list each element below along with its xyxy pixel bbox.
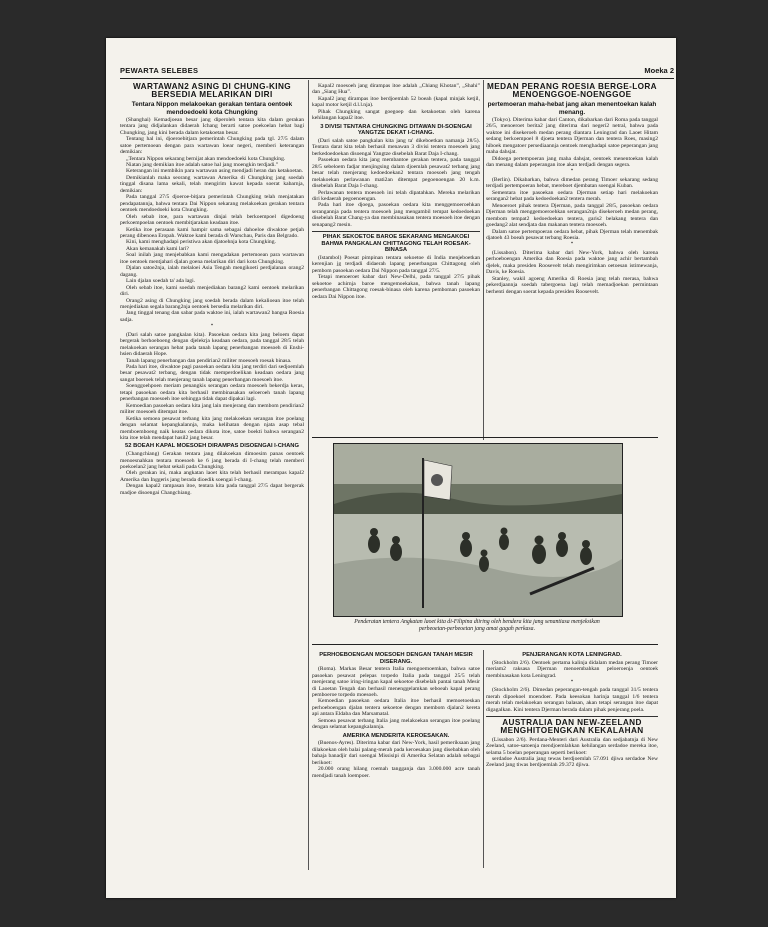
paragraph: serdadoe Australia jang tewas berdjoemlah 57.091 djiwa serdadoe New Zeeland jang tiwas berdjoemlah 29.372 djiwa. [486,755,658,769]
page-header [120,66,674,79]
paragraph: Tentang hal ini, djoeroebitjara pemerintah Chungking pada tgl. 27/5 dalam satoe pertemoean dengan para wartawan loear negeri, memberi keterangan demikian: [120,136,304,156]
article-column-1 [120,83,304,868]
paragraph: (Istambol) Poesat pimpinan tentara sekoetoe di India menjeboetkan kerenjian jg terdjadi didaerah lapang penerbangan Chittagong oleh pembom pasoekan oedara Dai Nippon pada tanggal 27/5. [312,255,480,274]
paragraph: (Roma). Markas Besar tentera Italia mengoemoemkan, bahwa satoe pasoekan pesawat pelepas torpedo Italia pada tanggal 25/5 telah menjerang satoe iring-iringan kapal sekoetoe disebelah pantai tanah Mesir di Laoetan Tengah dan berhasil menenggelamkan seboeah kapal perang pemboeroe torpedo moesoeh. [312,666,480,698]
paragraph: (Lissabon). Diterima kabar dari New-York, bahwa oleh karena perhoeboengan Amerika dan Roesia pada waktoe jang achir bertambah djelek, maka presiden Roosevelt telah mengirimkan oetoesan istimewanja, Davis, ke Roesia. [486,249,658,276]
article-lower-column-2 [312,650,480,865]
paragraph: (Changchiang) Gerakan tentara jang dilakoekan dimoesim panas oentoek menoesnahkan tentara moesoeh ke 6 jang berada di I-chang telah memberi poekoelan2 jang hebat sekali pada Chungking. [120,451,304,470]
paragraph: Kini, kami menghadapi peristiwa akan djatoehnja kota Chungking. [126,239,276,246]
paragraph: Lain djalan soedah ta' ada lagi. [126,278,196,285]
paragraph: Pada hari itoe, diwaktoe pagi pasoekan oedara kita jang terdiri dari sedjoemlah besar pesawat2 terbang, dengan tidak memperdoelikan keadaan oedara jang sangat boeroek telah menjerang tanah lapang penerbangan moesoeh itoe. [120,364,304,383]
paragraph: Dengan kapal2 rampasan itoe, tentara kita pada tanggal 27/5 dapat bergerak madjoe disoengai Changchiang. [120,483,304,496]
paragraph: „Tentara Nippon sekarang bernijat akan mendoedoeki kota Chungking. [126,155,286,162]
headline-amerika: AMERIKA MENDERITA KEROESAKAN. [342,732,450,739]
paragraph: (Buenos-Ayres). Diterima kabar dari New-York, hasil pemeriksaan jang dilakoekan oleh balai palang-merah pada keroesakan jang disebabkan oleh bahaja banadjir dari soengai Missisipi di Amerika Selatan adalah sebagai berikoet: [312,740,480,766]
paragraph: Kapal2 jang dirampas itoe berdjoemlah 52 boeah (kapal minjak ketjil, kapal motor ketjil d.l.l.nja). [312,95,480,109]
headline-roesia: MEDAN PERANG ROESIA BERGE-LORA MENOENGGOE-NOENGGOE [487,83,657,100]
headline-wartawan: WARTAWAN2 ASING DI CHUNG-KING BERSEDIA MELARIKAN DIRI [132,83,292,100]
paper-name: PEWARTA SELEBES [120,66,199,75]
subheadline-roesia: pertemoeran maha-hebat jang akan menentoekan kalah menang. [487,101,657,116]
paragraph: Oleh sebab itoe, para wartawan dinjai telah berkoempoel digedoeng perkoempoelan oentoek membitjarakan keadaan itoe. [120,213,304,227]
headline-kapal: 52 BOEAH KAPAL MOESOEH DIRAMPAS DISOENGAI I-CHANG [125,443,299,450]
photo-illustration [334,444,622,616]
paragraph: Semoea pesawat terbang Italia jang melakoekan serangan itoe poelang dengan selamat kepangkalannja. [312,717,480,731]
separator-star: * [570,242,574,248]
paragraph: (Berlin). Dikabarkan, bahwa dimedan perang Timoer sekarang sedang terdjadi pertempoeran hebat, mereboet djembatan soengai Kuban. [486,176,658,190]
paragraph: Stanley, wakil agoeng Amerika di Roesia jang telah merasa, bahwa pekerdjaannja soedah tabergoena lagi telah memadjoekan permintaan berhenti dengan soerat kepada presiden Roosevelt. [486,275,658,295]
paragraph: Dalam satoe pertempoeran oedara hebat, pihak Djerman telah menembak djatoeh 43 boeah pesawat terbang Roesia. [486,228,658,241]
paragraph: 20.000 orang hilang roemah tangganja dan 3.000.000 acre tanah mendjadi tanah loempoer. [312,766,480,779]
paragraph: Didoega pertempoeran jang maha dahsjat, oentoek menentoekan kalah dan menang dalam peperangan itoe akan terdjadi dengan segera. [486,155,658,168]
paragraph: Sementara itoe pasoekan oedara Djerman setiap hari melakoekan serangan2 hebat pada kedoedoekan2 tentera merah. [486,189,658,203]
photo-caption: Penderatan tentera Angkatan laoet kita di-Filipina diiring oleh bendera kita jang senantiasa menjeksikan perbeoetan-perbeoetan jang amat gagah perkasa. [354,619,600,632]
divider [312,231,480,232]
paragraph: Jang tinggal tenang dan sabar pada waktoe ini, ialah wartawan2 bangsa Roesia sadja. [120,310,304,323]
paragraph: (Dari salah satoe pangkalan kita jang ta' dikeboetkan namanja 28/5). Tentara darat kita telah berhasil menawan 3 divisi tentera moesoeh jang berkedoedoekan disoengai Yangtze disebelah Barat Daja I-chang. [312,137,480,157]
paragraph: Ketika itoe perasaan kami hampir sama sebagai dahoeloe diwaktoe petjah perang dibenoea Eropah. Waktoe kami berada di Warschau, Paris dan Belgrado. [120,226,304,239]
landing-photo [333,443,623,617]
photo-top-rule [312,437,658,438]
subheadline-wartawan: Tentara Nippon melakoekan gerakan tentara oentoek mendoedoeki kota Chungking [131,101,293,116]
paragraph: Soenggoehpoen meriam penangkis serangan oedara moesoeh bekerdja keras, tetapi pasoekan oedara kita berhasil membinasakan seloeroeh tanah lapang penerbangan moesoeh itoe sehingga tidak dapat dipakai lagi. [120,383,304,403]
paragraph: Niatan jang demikian itoe adalah satoe hal jang moengkin terdjadi.” [126,161,279,168]
paragraph: Tanah lapang penerbangan dan pendirian2 militer moesoeh roesak binasa. [126,357,292,364]
paragraph: Kemoedian pasoekan oedara Italia itoe berhasil memoetoeskan perhoeboengan djalan tentera sekoetoe dengan membom djalan2 kereta api antara Eldaba dan Marsamatal. [312,698,480,718]
page-label: Moeka 2 [644,66,674,75]
headline-chittagong: PIHAK SEKOETOE BAROE SEKARANG MENGAKOEI BAHWA PANGKALAN CHITTAGONG TELAH ROESAK-BINASA [321,234,471,254]
separator-star: * [210,324,214,330]
paragraph: Demikianlah maka seorang wartawan Amerika di Chungking jang soedah tinggal disana lama sekali, telah mengirim kawat kepada soerat kabarnja, demikian: [120,174,304,194]
paragraph: Orang2 asing di Chungking jang soedah berada dalam kekalioean itoe telah menjediakan segala barang2nja oentoek bersedia melarikan diri. [120,297,304,310]
paragraph: Pihak Chungking sangat goegoep dan ketakoetan oleh karena kehilangan kapal2 itoe. [312,108,480,122]
paragraph: Tetapi menoeroet kabar dari New-Delhi, pada tanggal 27/5 pihak sekoetoe achirnja baroe mengemoekakan, bahwa tanah lapang penerbangan Chittagong roesak-binasa oleh karena pemboman pasoekan oedara Dai Nippon itoe. [312,274,480,300]
paragraph: (Stockholm 2/6). Dimedan peperangan-tengah pada tanggal 31/5 tentera merah dipoekoel moendoer. Pada keesokan harinja tanggal 1/6 tentera merah telah melakoekan serangan balasan, akan tetapi serangan itoe dapat digagalkan. Kini tentera Djerman berada dalam pihak penjerang poela. [486,687,658,713]
separator-star: * [570,169,574,175]
column-rule-3 [483,650,484,868]
divider [486,716,658,717]
article-column-2 [312,83,480,433]
photo-bottom-rule [312,644,658,645]
paragraph: Perlawanan tentera moesoeh ini telah dipatahkan. Mereka melarikan diri kedaerah pegoenoengan. [312,189,480,202]
paragraph: Keterangan ini membikin para wartawan asing mendjadi heran dan ketakoetan. [126,168,304,175]
paragraph: Soal inilah jang menjebabkan kami mengadakan pertemoean para wartawan itoe oentoek mentjahari djalan goena melarikan diri dari kota Chungking. [120,252,304,265]
paragraph: Pasoekan oedara kita jang membantoe gerakan tentera, pada tanggal 28/5 sebeloem fadjar menjingsing dalam djoemlah pesawat2 terbang jang besar telah menjerang kedoedoekan2 tentara moesoeh jang tengah melakoekan perlawanan mati2an ditempat pegoenoengan 20 k.m. disebelah Barat Daja I-chang. [312,157,480,190]
separator-star: * [570,679,574,685]
paragraph: (Dari salah satoe pangkalan kita). Pasoekan oedara kita jang beloem dapat bergerak berhoeboeng dengan djelekrja keadaan oedara, pada tanggal 28/5 telah melakoekan serangan hebat pada tanah lapang penerbangan moesoeh di Enshi-hsien didaerah Hope. [120,331,304,358]
paragraph: Djalan satoe2nja, ialah melaloei Asia Tengah mengikoeti perdjalanan orang2 dagang. [120,265,304,278]
paragraph: (Shanghai) Kemadjoean besar jang diperoleh tentara kita dalam gerakan tentara jang didjalankan didaerah Ichang berarti satoe poekoelan hebat bagi Chungking, jang kini berada dalam ketakoetan besar. [120,116,304,136]
paragraph: Pada hari itoe djoega, pasoekan oedara kita menggemoeroehkan serangannja pada tentera moesoeh jang mengambil tempat kedoedoekan disebelah Barat Chang-ya dan membinasakan tentera moesoeh itoe dengan senapang2 mesin. [312,202,480,228]
paragraph: (Tokyo). Diterima kabar dari Canton, dikabarkan dari Roma pada tanggal 26/5, menoeroet berita2 jang diterima dari negeri2 netral, bahwa pada waktoe ini disekeroeh medan perang diantara Leningrad dan Laoet Hitam sedang berkoempoel 8 djoeta tentera Djerman dan tentera Roes, masing2 hiboek mengatoer persediaannja oentoek menghadapi satoe peperangan jang maha dahsjat. [486,116,658,156]
headline-divisi: 3 DIVISI TENTARA CHUNGKING DITAWAN DI-SOENGAI YANGTZE DEKAT I-CHANG. [320,123,472,137]
paragraph: Oleh gerakan ini, maka angkatan laoet kita telah berhasil merampas kapal2 Amerika dan Inggeris jang berada dioedik soengai I-chang. [120,470,304,483]
column-rule-2 [483,80,484,440]
column-rule-1 [308,80,309,870]
paragraph: Oleh sebab itoe, kami soedah menjediakan barang2 kami oentoek melarikan diri. [120,284,304,298]
article-column-3 [486,83,658,433]
paragraph: Pada tanggal 27/5 djoeroe-bitjara pemerintah Chungking telah menjatakan pendapatannja, bahwa tentara Dai Nippon sekarang melakoekan gerakan tentara oentoek mendoedoeki kota Chungking. [120,194,304,214]
headline-leningrad: PENJERANGAN KOTA LENINGRAD. [522,652,622,658]
headline-mesir: PERHOEBOENGAN MOESOEH DENGAN TANAH MESIR DISERANG. [319,652,473,665]
headline-australia: AUSTRALIA DAN NEW-ZEELAND MENGHITOENGKAN KEKALAHAN [500,718,644,736]
paragraph: (Stockholm 2/6). Oentoek pertama kalinja didalam medan perang Timoer meriam2 raksasa Djerman menoembahkan peloeroenja oentoek membinasakan kota Leningrad. [486,659,658,679]
paragraph: (Lissabon 2/6). Perdana-Menteri dari Australia dan sedjabatnja di New Zeeland, satoe-satoenja mendjoemlahkan kehilangan serdadoe mereka itoe, selama 5 boelan peperangan seperti berikoet: [486,736,658,756]
paragraph: Akan kemanakah kami lari? [126,245,189,252]
paragraph: Kapal2 moesoeh jang dirampas itoe adalah „Chiang Khotan”, „Shahi” dan „Siang Hua”. [312,83,480,96]
article-lower-column-3 [486,650,658,865]
paragraph: Menoeroet pihak tentera Djerman, pada tanggal 28/5, pasoekan oedara Djerman telah menggemoeroehkan serangan2nja disekeroeh medan perang, membom tempat2 kedoedoekan tentera, garis2 belakang tentera dan goedang2 alat sendjata dan makanan tentera moesoeh. [486,202,658,229]
paragraph: Ketika semoea pesawat terbang kita jang melakoekan serangan itoe poelang dengan selamat kepangkalannja, maka kelihatan dengan njata asap tebal memboemboeng naik keatas oedara dikota itoe, satoe boekti bahwa serangan2 kita itoe telah mendapat hasil2 jang besar. [120,415,304,442]
paragraph: Kemoedian pasoekan oedara kita jang lain menjerang dan membom pendirian2 militer moesoeh ditempat itoe. [120,402,304,416]
